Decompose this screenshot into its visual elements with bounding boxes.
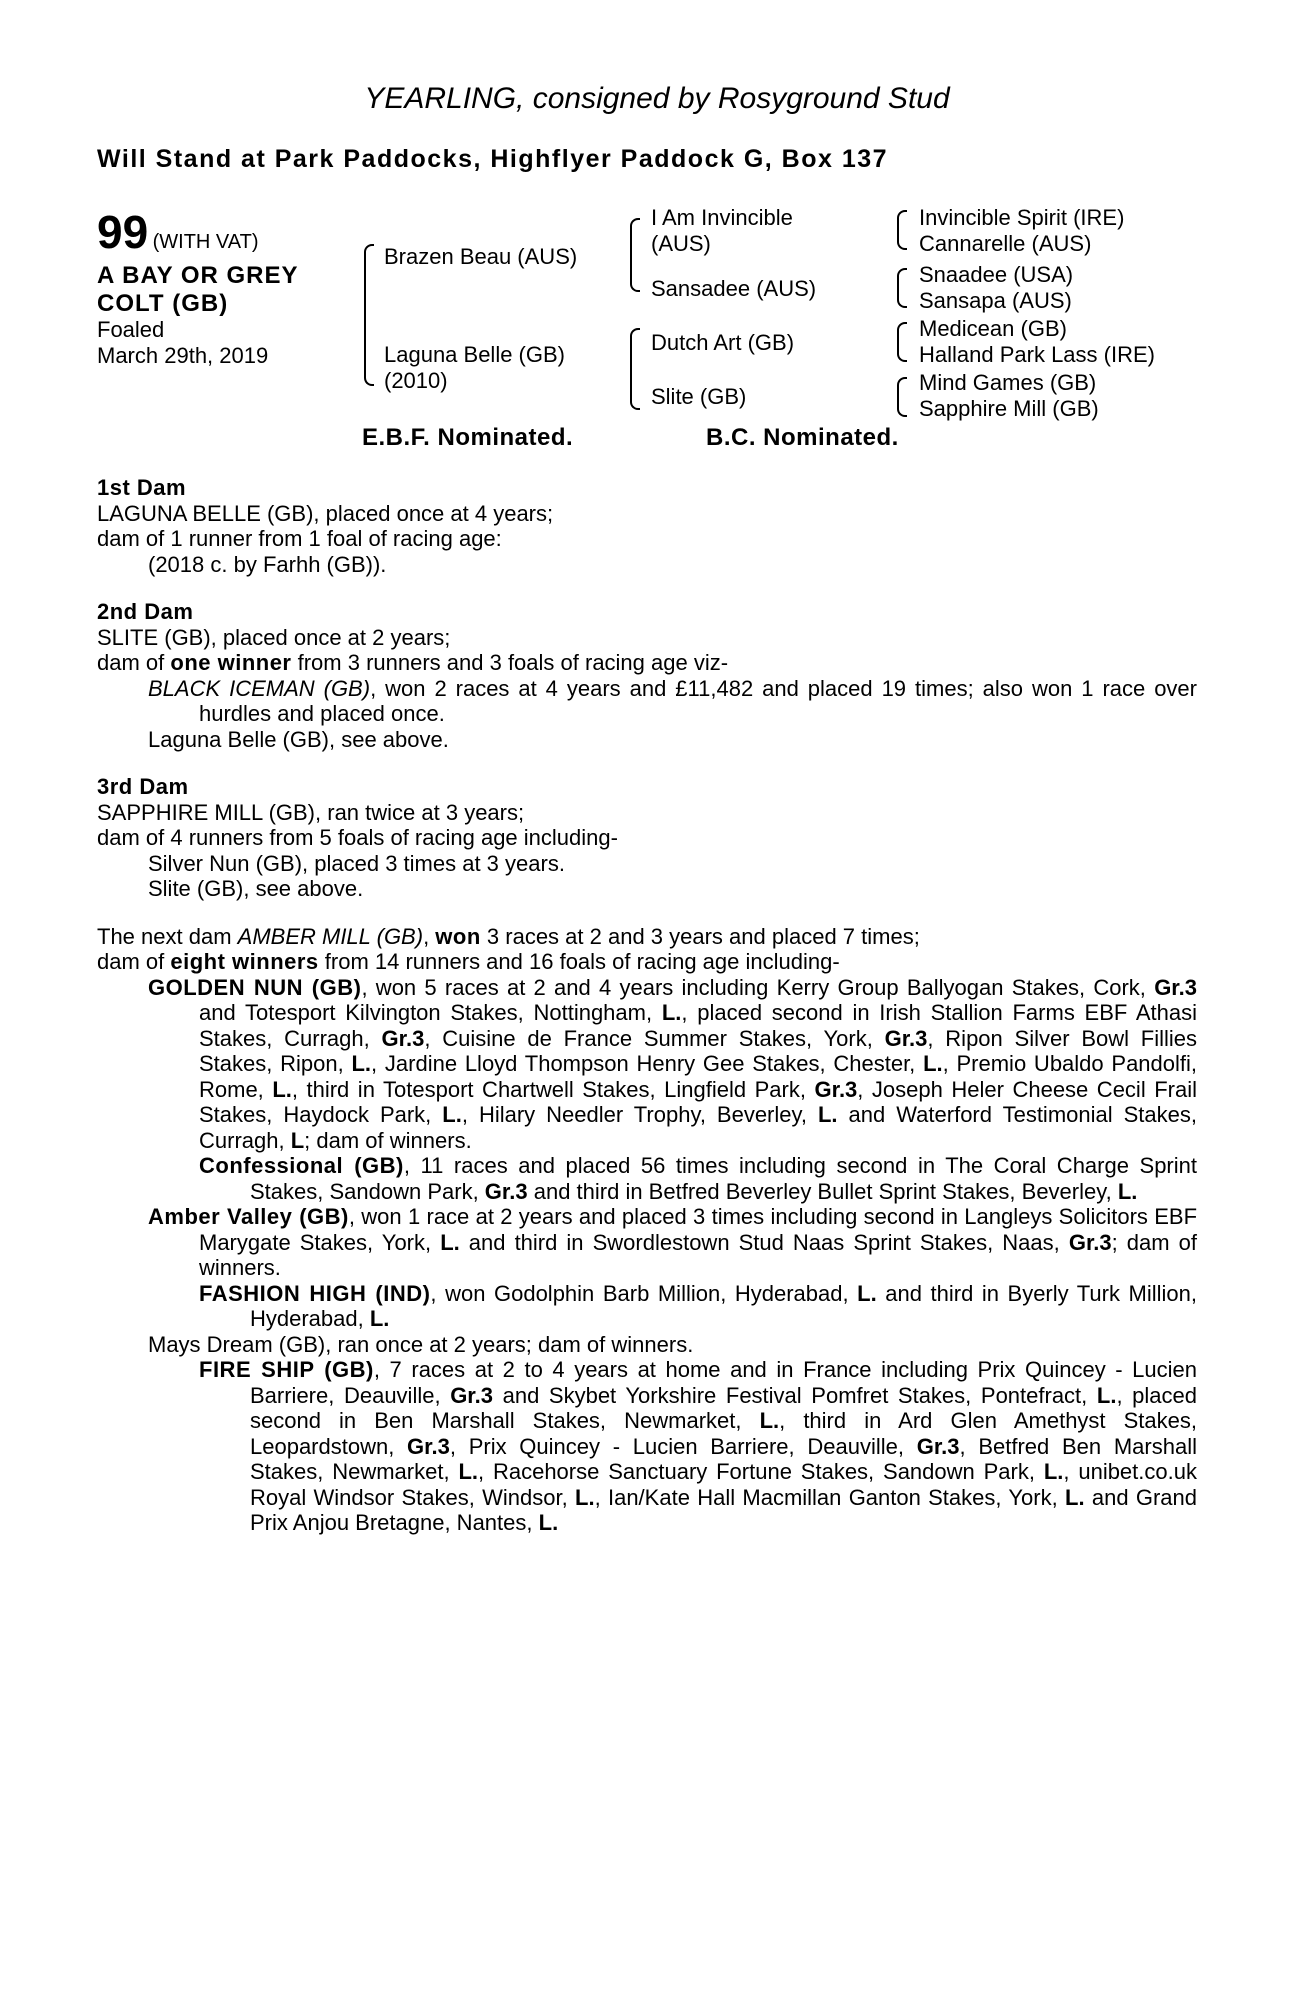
pedigree-brace-sd — [897, 268, 907, 308]
second-dam-line: SLITE (GB), placed once at 2 years; — [97, 624, 451, 650]
bc-nomination: B.C. Nominated. — [706, 424, 899, 451]
pedigree-ddd: Sapphire Mill (GB) — [919, 396, 1099, 421]
pedigree-sire-sire: I Am Invincible — [651, 205, 793, 230]
produce-entry: BLACK ICEMAN (GB), won 2 races at 4 years and £11,482 and placed 19 times; also won 1 race over hurdles and placed once. — [148, 675, 1197, 726]
pedigree-dds: Mind Games (GB) — [919, 370, 1097, 395]
first-dam-produce: (2018 c. by Farhh (GB)). — [148, 551, 387, 577]
ebf-nomination: E.B.F. Nominated. — [362, 424, 574, 451]
pedigree-brace-dam — [630, 328, 640, 410]
pedigree-brace-ss — [897, 210, 907, 250]
first-dam-line: LAGUNA BELLE (GB), placed once at 4 years; — [97, 500, 554, 526]
pedigree-sire-sire-country: (AUS) — [651, 231, 711, 256]
produce-entry: Laguna Belle (GB), see above. — [148, 726, 449, 752]
third-dam-heading: 3rd Dam — [97, 774, 189, 799]
second-dam-heading: 2nd Dam — [97, 599, 194, 624]
pedigree-sire-dam: Sansadee (AUS) — [651, 276, 817, 301]
pedigree-dam-sire: Dutch Art (GB) — [651, 330, 795, 355]
pedigree-sdd: Sansapa (AUS) — [919, 288, 1072, 313]
produce-entry: Slite (GB), see above. — [148, 876, 364, 901]
next-dam-line: dam of eight winners from 14 runners and 16 foals of racing age including- — [97, 949, 840, 974]
foaled-label: Foaled — [97, 317, 165, 342]
third-dam-line: dam of 4 runners from 5 foals of racing age including- — [97, 825, 618, 850]
pedigree-sire: Brazen Beau (AUS) — [384, 244, 578, 269]
pedigree-brace-dd — [897, 377, 907, 417]
stand-location: Will Stand at Park Paddocks, Highflyer Paddock G, Box 137 — [97, 145, 889, 173]
dam-history — [97, 475, 1197, 1536]
pedigree-ssd: Cannarelle (AUS) — [919, 231, 1092, 256]
pedigree-dss: Medicean (GB) — [919, 316, 1067, 341]
pedigree-dam-year: (2010) — [384, 368, 448, 393]
pedigree-dam-dam: Slite (GB) — [651, 384, 747, 409]
third-dam-line: SAPPHIRE MILL (GB), ran twice at 3 years; — [97, 799, 525, 825]
pedigree-sss: Invincible Spirit (IRE) — [919, 205, 1125, 230]
next-dam-line: The next dam AMBER MILL (GB), won 3 races at 2 and 3 years and placed 7 times; — [97, 923, 920, 949]
lot-description-2: COLT (GB) — [97, 290, 229, 317]
page-title: YEARLING, consigned by Rosyground Stud — [364, 82, 950, 115]
pedigree-brace-ds — [897, 322, 907, 362]
produce-entry: Amber Valley (GB), won 1 race at 2 years and placed 3 times including second in Langleys Solicitors EBF Marygate Stakes, York, L. and third in Swordlestown Stud Naas Sprint Stakes, Naas, Gr.3; dam of winners. — [148, 1204, 1198, 1280]
vat-note: (WITH VAT) — [152, 231, 259, 253]
produce-entry: FIRE SHIP (GB), 7 races at 2 to 4 years at home and in France including Prix Quincey - Lucien Barriere, Deauville, Gr.3 and Skybet Yorkshire Festival Pomfret Stakes, Pontefract, L., placed second in Ben Marshall Stakes, Newmarket, L., third in Ard Glen Amethyst Stakes, Leopardstown, Gr.3, Prix Quincey - Lucien Barriere, Deauville, Gr.3, Betfred Ben Marshall Stakes, Newmarket, L., Racehorse Sanctuary Fortune Stakes, Sandown Park, L., unibet.co.uk Royal Windsor Stakes, Windsor, L., Ian/Kate Hall Macmillan Ganton Stakes, York, L. and Grand Prix Anjou Bretagne, Nantes, L. — [199, 1357, 1197, 1535]
pedigree-brace-main — [364, 244, 374, 386]
produce-entry: Silver Nun (GB), placed 3 times at 3 years. — [148, 850, 565, 876]
produce-entry: Mays Dream (GB), ran once at 2 years; dam of winners. — [148, 1331, 694, 1357]
pedigree-brace-sire — [630, 218, 640, 292]
pedigree-dam: Laguna Belle (GB) — [384, 342, 565, 367]
lot-number: 99 — [97, 206, 149, 258]
pedigree-dsd: Halland Park Lass (IRE) — [919, 342, 1155, 367]
produce-entry: GOLDEN NUN (GB), won 5 races at 2 and 4 years including Kerry Group Ballyogan Stakes, Cork, Gr.3 and Totesport Kilvington Stakes, Nottingham, L., placed second in Irish Stallion Farms EBF Athasi Stakes, Curragh, Gr.3, Cuisine de France Summer Stakes, York, Gr.3, Ripon Silver Bowl Fillies Stakes, Ripon, L., Jardine Lloyd Thompson Henry Gee Stakes, Chester, L., Premio Ubaldo Pandolfi, Rome, L., third in Totesport Chartwell Stakes, Lingfield Park, Gr.3, Joseph Heler Cheese Cecil Frail Stakes, Haydock Park, L., Hilary Needler Trophy, Beverley, L. and Waterford Testimonial Stakes, Curragh, L; dam of winners. — [148, 974, 1198, 1153]
produce-entry: Confessional (GB), 11 races and placed 56 times including second in The Coral Charge Sprint Stakes, Sandown Park, Gr.3 and third in Betfred Beverley Bullet Sprint Stakes, Beverley, L. — [199, 1153, 1197, 1204]
produce-entry: FASHION HIGH (IND), won Godolphin Barb Million, Hyderabad, L. and third in Byerly Turk Million, Hyderabad, L. — [199, 1280, 1197, 1331]
lot-number-line — [97, 205, 259, 259]
pedigree-sds: Snaadee (USA) — [919, 262, 1074, 287]
foaled-date: March 29th, 2019 — [97, 343, 269, 368]
first-dam-heading: 1st Dam — [97, 475, 187, 500]
lot-description-1: A BAY OR GREY — [97, 262, 299, 289]
first-dam-line: dam of 1 runner from 1 foal of racing age: — [97, 526, 502, 551]
second-dam-line: dam of one winner from 3 runners and 3 foals of racing age viz- — [97, 650, 729, 675]
